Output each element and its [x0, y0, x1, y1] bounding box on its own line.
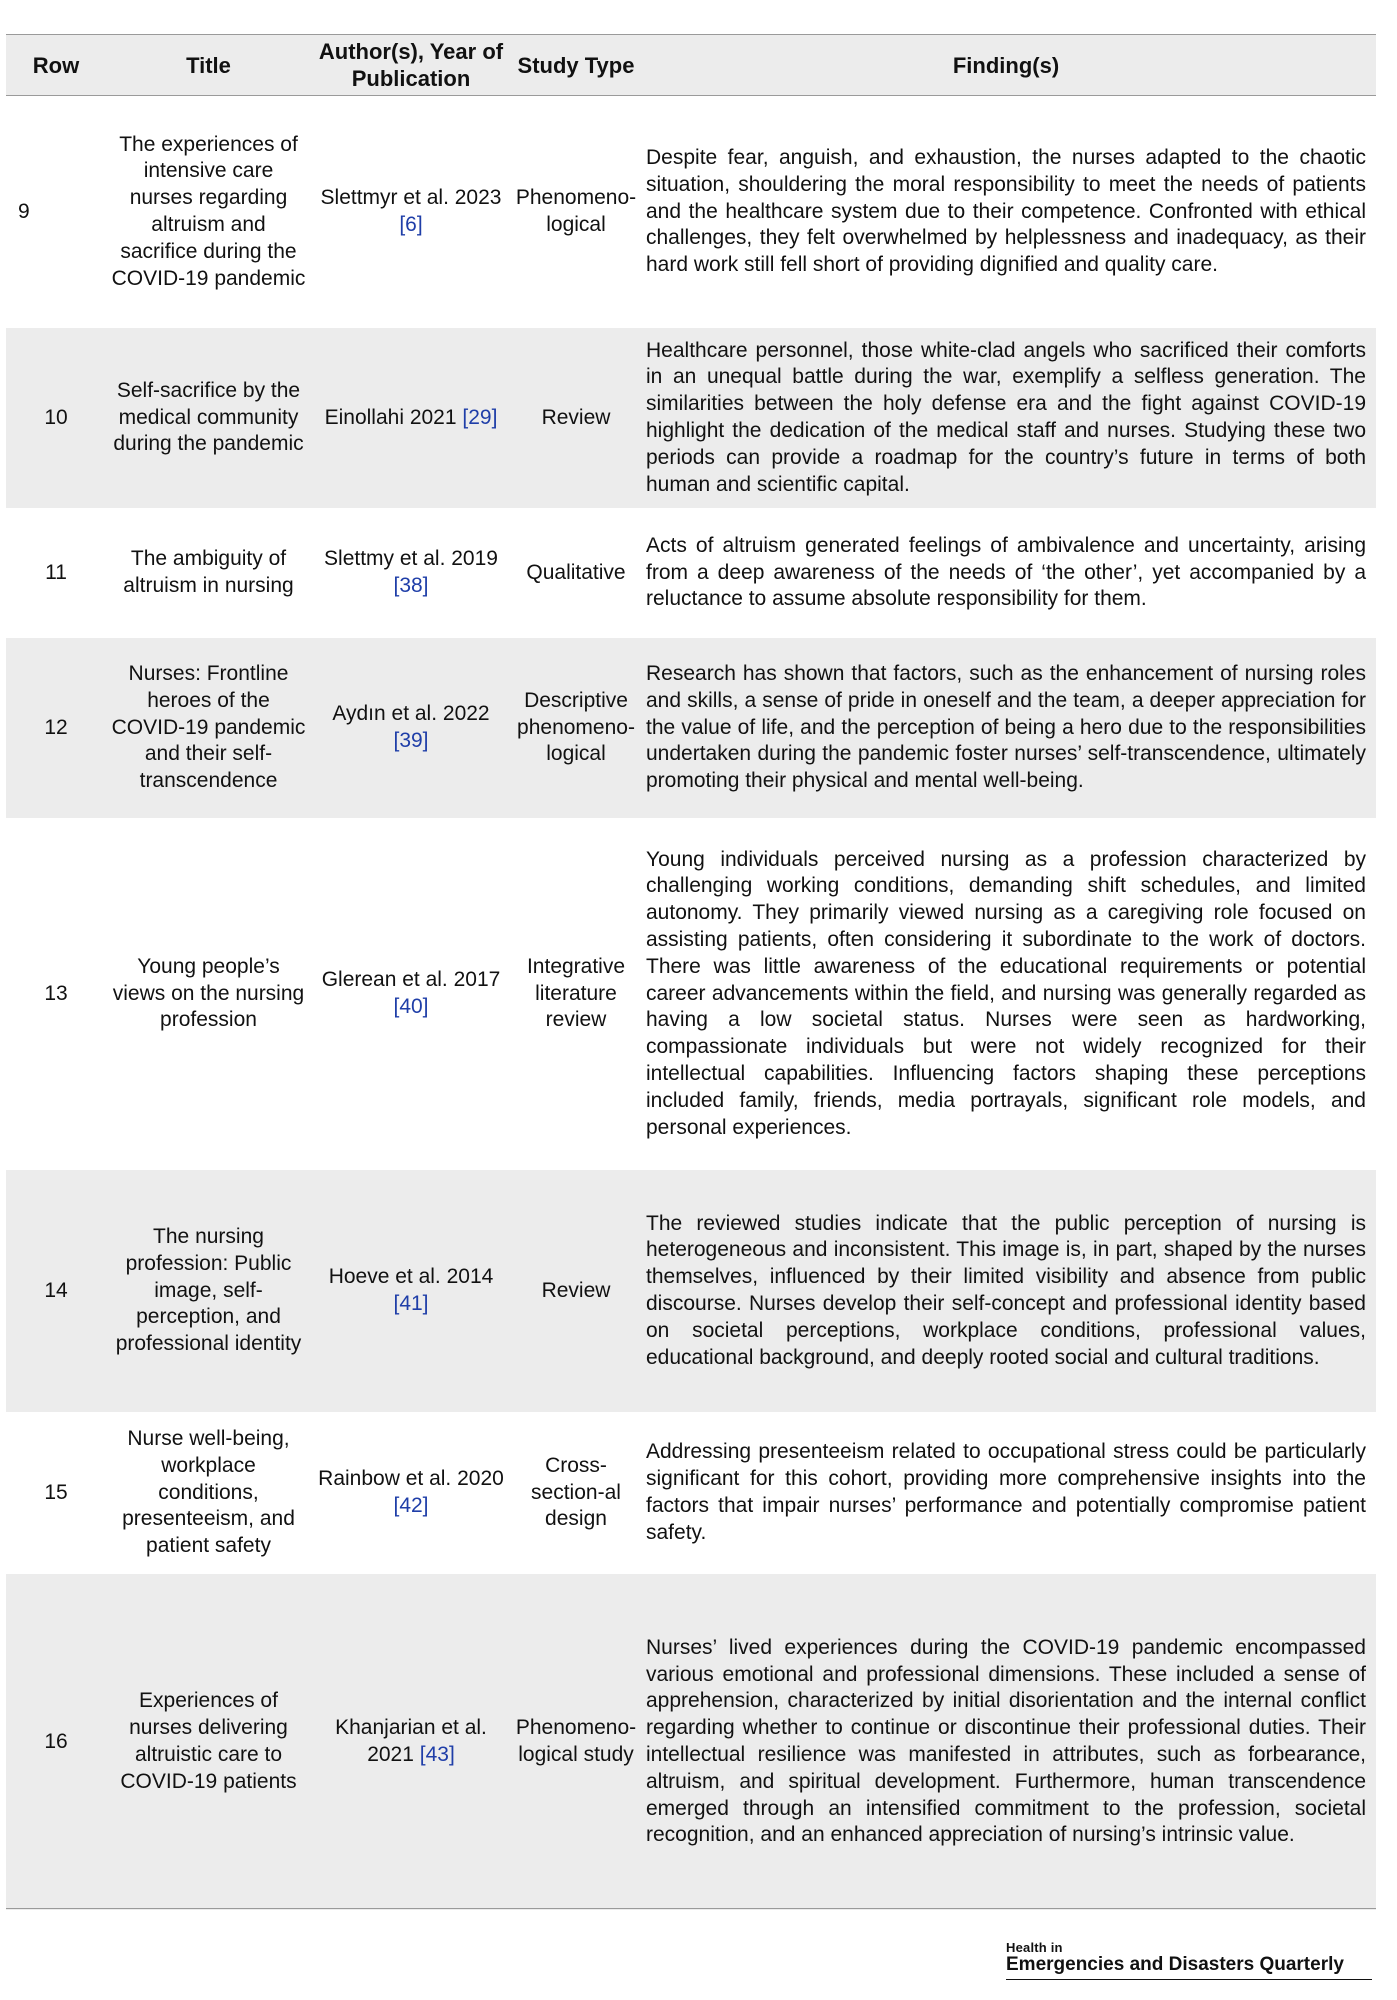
author-text: Khanjarian et al. 2021 — [335, 1716, 487, 1766]
row-author — [311, 96, 511, 328]
table-row — [6, 818, 1376, 1170]
reference-link[interactable]: [41] — [393, 1292, 429, 1315]
row-author — [311, 1574, 511, 1910]
author-text: Slettmyr et al. 2023 — [320, 186, 502, 210]
row-title: Self-sacrifice by the medical community during the pandemic — [113, 378, 304, 456]
header-findings: Finding(s) — [952, 52, 1060, 78]
author-text: Rainbow et al. 2020 — [318, 1467, 504, 1491]
row-number: 12 — [44, 715, 68, 739]
reference-link[interactable]: [43] — [419, 1743, 455, 1766]
studies-table — [6, 34, 1376, 1910]
row-title: Nurses: Frontline heroes of the COVID-19 pandemic and their self-transcendence — [111, 662, 306, 793]
row-title: Experiences of nurses delivering altruistic care to COVID-19 patients — [120, 1689, 297, 1793]
header-study-type: Study Type — [517, 52, 635, 78]
row-number: 11 — [45, 560, 67, 584]
table-row — [6, 1574, 1376, 1910]
reference-link[interactable]: [39] — [393, 729, 429, 752]
row-title: The ambiguity of altruism in nursing — [123, 547, 294, 597]
header-title: Title — [186, 52, 231, 78]
logo-line-2: Emergencies and Disasters Quarterly — [1006, 1954, 1344, 1975]
row-study-type: Review — [541, 1278, 611, 1302]
reference-link[interactable]: [42] — [393, 1494, 429, 1517]
row-title: Nurse well-being, workplace conditions, presenteeism, and patient safety — [122, 1427, 295, 1558]
row-study-type: Phenomeno-logical — [515, 186, 637, 236]
row-number: 15 — [44, 1480, 68, 1504]
header-author: Author(s), Year of Publication — [318, 39, 504, 91]
logo-line-1: Health in — [1006, 1940, 1063, 1955]
row-author — [311, 638, 511, 818]
journal-logo — [1006, 1940, 1372, 1980]
row-finding: Despite fear, anguish, and exhaustion, the nurses adapted to the chaotic situation, shouldering the moral responsibility to meet the needs of patients and the healthcare system due to their competence. Confronted with ethical challenges, they felt overwhelmed by helplessness and inadequacy, as their hard work still fell short of providing dignified and quality care. — [646, 146, 1366, 277]
table-row — [6, 508, 1376, 638]
row-finding: The reviewed studies indicate that the public perception of nursing is heterogeneous and inconsistent. This image is, in part, shaped by the nurses themselves, influenced by their limited visibility and absence from public discourse. Nurses develop their self-concept and professional identity based on societal perceptions, workplace conditions, professional values, educational background, and deeply rooted social and cultural traditions. — [646, 1211, 1366, 1369]
logo-underline — [1006, 1979, 1372, 1980]
reference-link[interactable]: [29] — [462, 405, 498, 429]
row-title: The nursing profession: Public image, self-perception, and professional identity — [115, 1225, 302, 1356]
row-finding: Young individuals perceived nursing as a profession characterized by challenging working conditions, demanding shift schedules, and limited autonomy. They primarily viewed nursing as a caregiving role focused on assisting patients, often considering it subordinate to the work of doctors. There was little awareness of the educational requirements or potential career advancements within the field, and nursing was generally regarded as having a low societal status. Nurses were seen as hardworking, compassionate individuals but were not widely recognized for their intellectual capabilities. Influencing factors shaping these perceptions included family, friends, media portrayals, significant role models, and personal experiences. — [646, 847, 1366, 1139]
row-finding: Research has shown that factors, such as the enhancement of nursing roles and skills, a sense of pride in oneself and the team, a deeper appreciation for the value of life, and the perception of being a hero due to the responsibilities undertaken during the pandemic foster nurses’ self-transcendence, ultimately promoting their physical and mental well-being. — [646, 662, 1366, 793]
row-finding: Acts of altruism generated feelings of ambivalence and uncertainty, arising from a deep awareness of the needs of ‘the other’, yet accompanied by a reluctance to assume absolute responsibility for them. — [646, 533, 1366, 611]
row-author — [311, 508, 511, 638]
author-text: Slettmy et al. 2019 — [324, 547, 498, 571]
author-text: Einollahi 2021 — [324, 405, 457, 429]
reference-link[interactable]: [38] — [393, 574, 429, 597]
row-finding: Healthcare personnel, those white-clad angels who sacrificed their comforts in an unequal battle during the war, exemplify a selfless generation. The similarities between the holy defense era and the fight against COVID-19 highlight the dedication of the medical staff and nurses. Studying these two periods can provide a roadmap for the country’s future in terms of both human and scientific capital. — [646, 338, 1366, 496]
author-text: Aydın et al. 2022 — [332, 702, 490, 726]
row-number: 13 — [44, 981, 68, 1005]
row-title: The experiences of intensive care nurses regarding altruism and sacrifice during the COVID-19 pandemic — [111, 132, 306, 290]
reference-link[interactable]: [6] — [399, 213, 423, 236]
row-finding: Addressing presenteeism related to occupational stress could be particularly significant for this cohort, providing more comprehensive insights into the factors that impair nurses’ performance and potentially compromise patient safety. — [646, 1440, 1366, 1544]
row-study-type: Review — [541, 405, 611, 429]
table-row — [6, 328, 1376, 508]
row-finding: Nurses’ lived experiences during the COVID-19 pandemic encompassed various emotional and professional dimensions. These included a sense of apprehension, characterized by initial disorientation and the internal conflict regarding whether to continue or discontinue their professional duties. Their intellectual resilience was manifested in attributes, such as forbearance, altruism, and spiritual development. Furthermore, human transcendence emerged through an intensified commitment to the profession, societal recognition, and an enhanced appreciation of nursing’s intrinsic value. — [646, 1635, 1366, 1847]
row-number: 9 — [18, 199, 30, 223]
row-author — [311, 1170, 511, 1412]
row-author — [311, 1412, 511, 1574]
table-row — [6, 1170, 1376, 1412]
author-text: Glerean et al. 2017 — [321, 968, 501, 992]
table-row — [6, 1412, 1376, 1574]
row-number: 16 — [44, 1729, 68, 1753]
table-row — [6, 638, 1376, 818]
row-study-type: Qualitative — [526, 560, 626, 584]
row-title: Young people’s views on the nursing profession — [112, 954, 305, 1032]
row-study-type: Cross-section-al design — [531, 1453, 621, 1531]
reference-link[interactable]: [40] — [393, 995, 429, 1018]
table-row — [6, 96, 1376, 328]
table-header — [6, 34, 1376, 96]
header-row: Row — [32, 52, 80, 78]
row-author — [311, 818, 511, 1170]
row-number: 14 — [44, 1278, 68, 1302]
row-author — [311, 328, 511, 508]
row-number: 10 — [44, 405, 68, 429]
author-text: Hoeve et al. 2014 — [328, 1265, 494, 1289]
row-study-type: Descriptive phenomeno-logical — [517, 688, 635, 766]
row-study-type: Phenomeno-logical study — [515, 1716, 637, 1766]
row-study-type: Integrative literature review — [526, 954, 626, 1032]
table-bottom-rule — [6, 1908, 1376, 1909]
